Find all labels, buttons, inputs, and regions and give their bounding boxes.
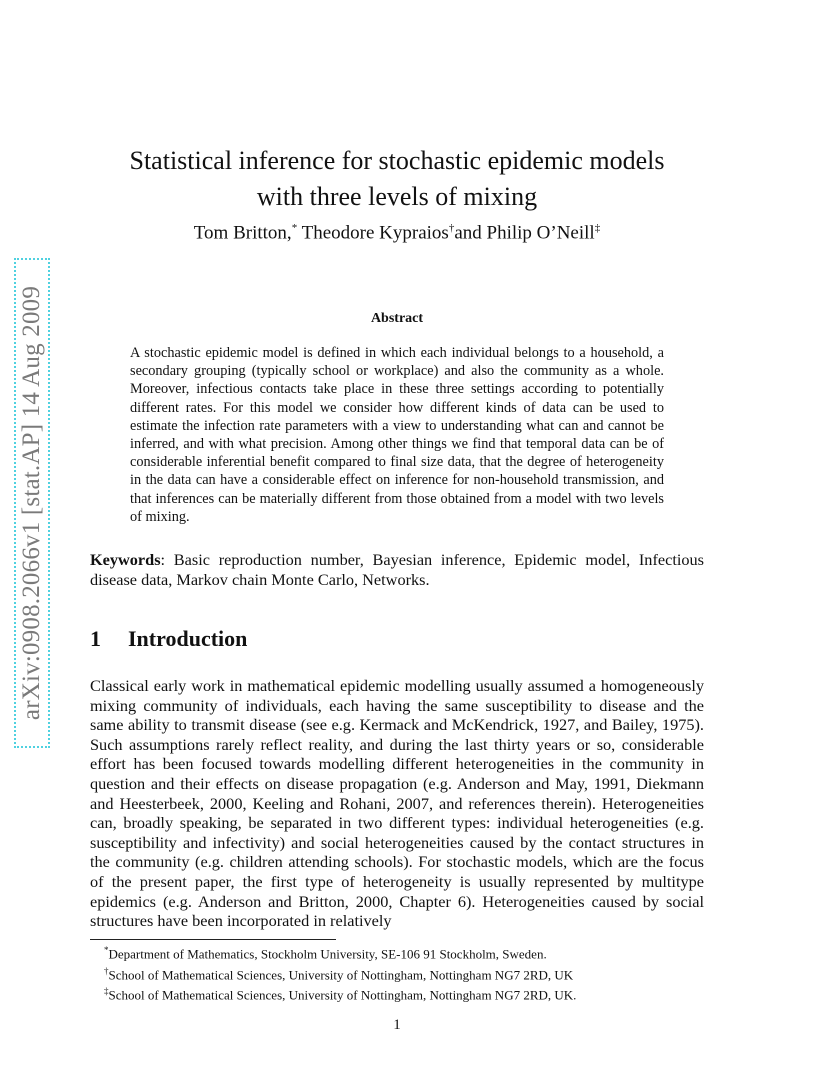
footnote-1-mark: * [104,945,109,955]
abstract-text: A stochastic epidemic model is defined in which each individual belongs to a household, a secondary grouping (typically school or workplace) and also the community as a whole. Moreover, infectious contacts take place in these three settings according to potentially different rates. For this model we consider how different kinds of data can be used to estimate the infection rate parameters with a view to understanding what can and cannot be inferred, and with what precision. Among other things we find that temporal data can be of considerable inferential benefit compared to final size data, that the degree of heterogeneity in the data can have a considerable effect on inference for non-household transmission, and that inferences can be materially different from those obtained from a model with two levels of mixing. [130,345,664,525]
page-number: 1 [393,1017,401,1033]
footnote-3-text: School of Mathematical Sciences, University of Nottingham, Nottingham NG7 2RD, UK. [108,987,577,1003]
footnote-mark-1: * [291,222,298,234]
introduction-paragraph: Classical early work in mathematical epidemic modelling usually assumed a homogeneously mixing community of individuals, each having the same susceptibility to disease and the same ability to transmit disease (see e.g. Kermack and McKendrick, 1927, and Bailey, 1975). Such assumptions rarely reflect reality, and during the last thirty years or so, considerable effort has been focused towards modelling different heterogeneities in the community in question and their effects on disease propagation (e.g. Anderson and May, 1991, Diekmann and Heesterbeek, 2000, Keeling and Rohani, 2007, and references therein). Heterogeneities can, broadly speaking, be separated in two different types: individual heterogeneities (e.g. susceptibility and infectivity) and social heterogeneities caused by the contact structures in the community (e.g. children attending schools). For stochastic models, which are the focus of the present paper, the first type of heterogeneity is usually represented by multitype epidemics (e.g. Anderson and Britton, 2000, Chapter 6). Heterogeneities caused by social structures have been incorporated in relatively [90,676,704,931]
footnote-2 [104,963,576,984]
footnote-2-text: School of Mathematical Sciences, University of Nottingham, Nottingham NG7 2RD, UK [108,966,574,982]
footnote-3-mark: ‡ [104,986,109,997]
section-number: 1 [90,626,101,651]
arxiv-identifier: arXiv:0908.2066v1 [stat.AP] 14 Aug 2009 [18,285,45,721]
author-britton: Tom Britton, [193,222,292,244]
section-title: Introduction [128,626,248,651]
footnote-mark-2: † [448,222,455,234]
abstract-heading: Abstract [370,311,424,326]
arxiv-stamp [14,258,50,748]
footnotes [104,942,576,1004]
footnote-1 [104,942,576,963]
author-list [90,222,704,244]
keywords-label: Keywords [90,550,161,569]
keywords [90,550,704,590]
title-line-2: with three levels of mixing [256,182,538,212]
paper-title [90,143,704,215]
section-heading [90,626,247,652]
author-oneill: and Philip O’Neill [454,222,595,244]
footnote-mark-3: ‡ [594,222,601,234]
footnote-3 [104,983,576,1004]
title-line-1: Statistical inference for stochastic epidemic models [129,146,665,176]
footnote-2-mark: † [104,965,109,976]
keywords-text: : Basic reproduction number, Bayesian inference, Epidemic model, Infectious disease data, Markov chain Monte Carlo, Networks. [90,550,704,589]
footnote-1-text: Department of Mathematics, Stockholm University, SE-106 91 Stockholm, Sweden. [108,946,547,962]
author-kypraios: Theodore Kypraios [297,222,449,244]
footnote-divider [90,939,336,940]
